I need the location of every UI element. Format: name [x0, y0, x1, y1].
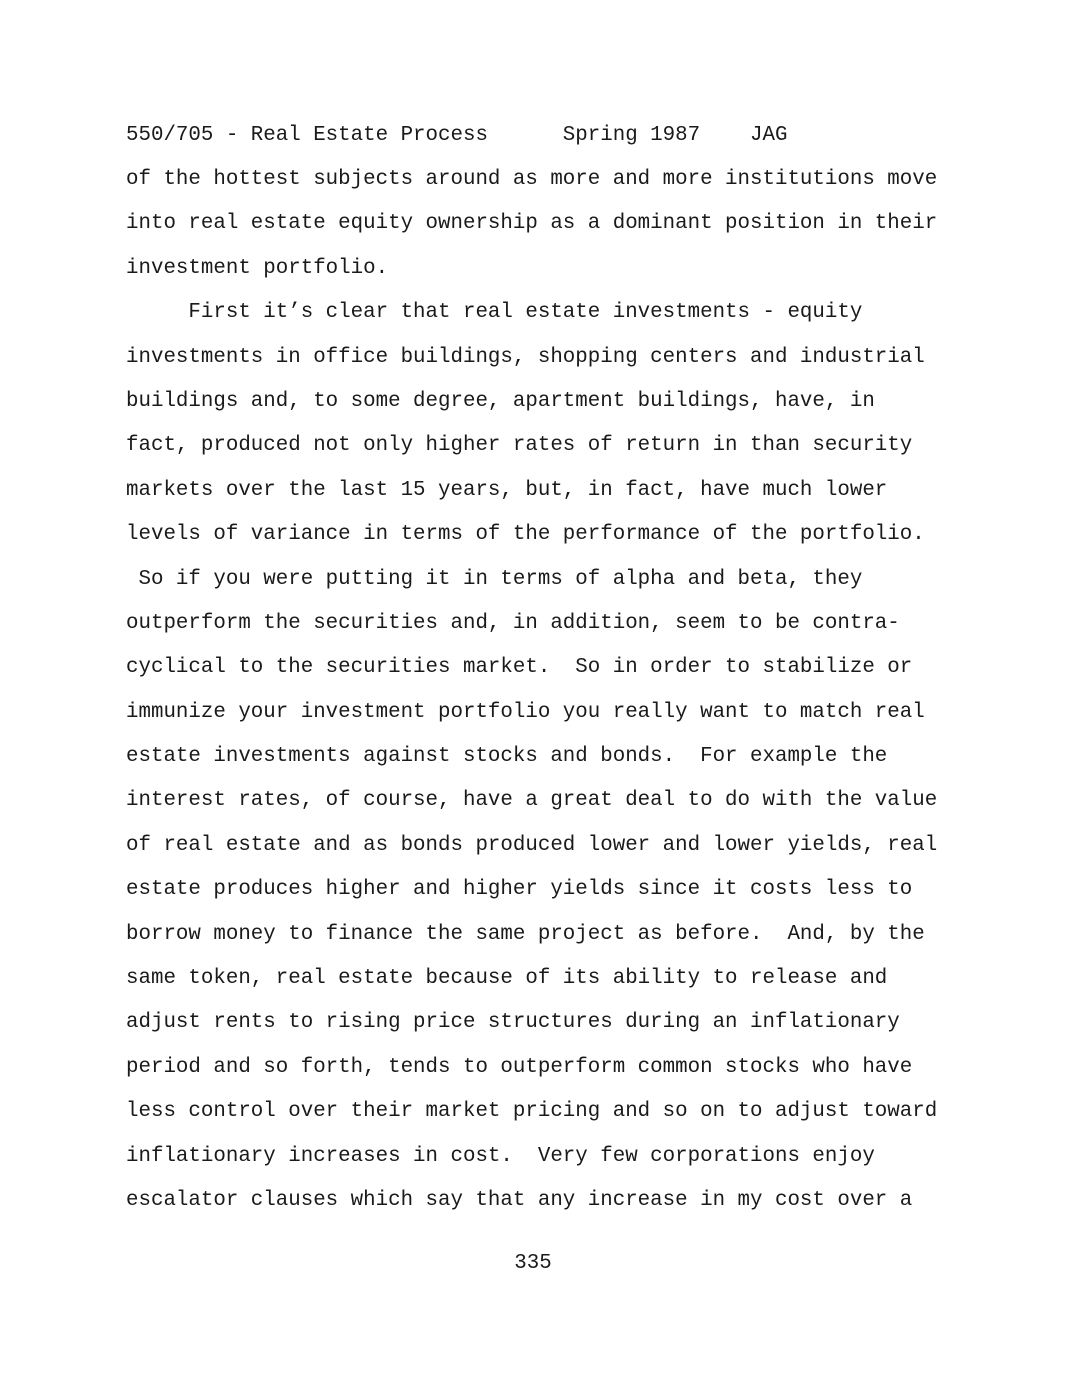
text-line: So if you were putting it in terms of alpha and beta, they — [126, 567, 863, 591]
text-line: same token, real estate because of its ability to release and — [126, 967, 888, 991]
text-line: investment portfolio. — [126, 256, 389, 280]
text-line: into real estate equity ownership as a dominant position in their — [126, 212, 938, 236]
text-line: less control over their market pricing and so on to adjust toward — [126, 1100, 938, 1124]
text-line: investments in office buildings, shopping centers and industrial — [126, 345, 925, 369]
text-line: fact, produced not only higher rates of return in than security — [126, 434, 913, 458]
text-line: escalator clauses which say that any increase in my cost over a — [126, 1188, 913, 1212]
text-line: interest rates, of course, have a great deal to do with the value — [126, 789, 938, 813]
text-line: estate investments against stocks and bonds. For example the — [126, 745, 888, 769]
text-line: period and so forth, tends to outperform common stocks who have — [126, 1055, 913, 1079]
text-line: of the hottest subjects around as more and more institutions move — [126, 168, 938, 191]
page-header: 550/705 - Real Estate Process Spring 1987 JAG — [126, 124, 788, 147]
text-line: borrow money to finance the same project as before. And, by the — [126, 922, 925, 946]
text-line: of real estate and as bonds produced lower and lower yields, real — [126, 833, 938, 857]
text-line: outperform the securities and, in addition, seem to be contra- — [126, 611, 900, 635]
page-number: 335 — [514, 1252, 552, 1275]
text-line: buildings and, to some degree, apartment buildings, have, in — [126, 389, 875, 413]
body-text — [126, 167, 1026, 1232]
text-line: adjust rents to rising price structures during an inflationary — [126, 1011, 900, 1035]
text-line: levels of variance in terms of the performance of the portfolio. — [126, 523, 925, 547]
text-line: cyclical to the securities market. So in order to stabilize or — [126, 656, 913, 680]
text-line: estate produces higher and higher yields since it costs less to — [126, 878, 913, 902]
text-line: markets over the last 15 years, but, in fact, have much lower — [126, 478, 888, 502]
text-line: immunize your investment portfolio you really want to match real — [126, 700, 925, 724]
text-line: First it’s clear that real estate investments - equity — [126, 301, 863, 325]
text-line: inflationary increases in cost. Very few corporations enjoy — [126, 1144, 875, 1168]
